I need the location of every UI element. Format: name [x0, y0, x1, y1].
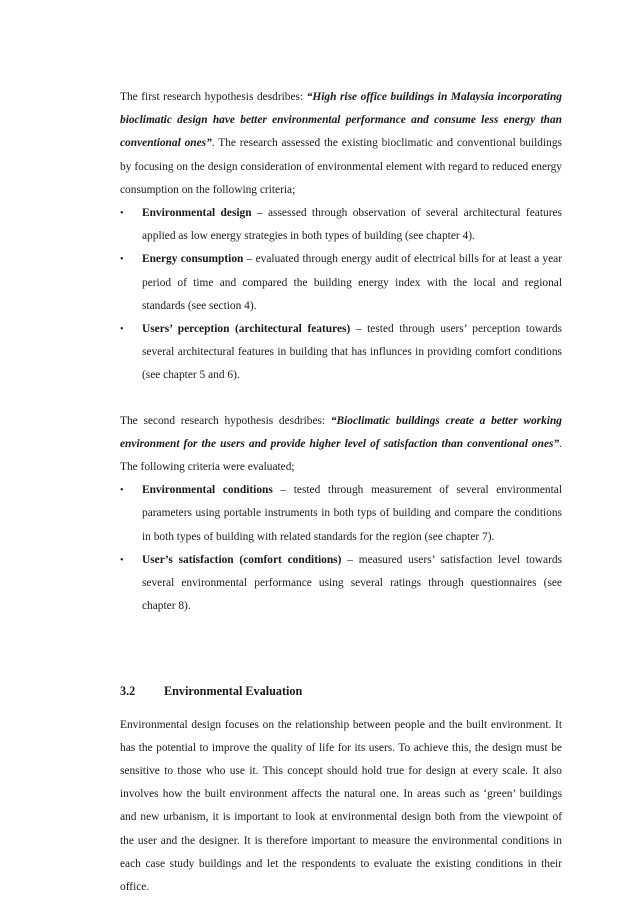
hypothesis-2-rest: . The following criteria were evaluated;	[120, 437, 562, 474]
criterion-title: Environmental design	[142, 207, 252, 220]
spacer	[120, 618, 562, 680]
section-number: 3.2	[120, 684, 136, 699]
criterion-text: – evaluated through energy audit of electrical bills for at least a year period of time and compared the building energy index with the local and regional standards (see section 4).	[142, 253, 562, 312]
section-body: Environmental design focuses on the relationship between people and the built environment. It has the potential to improve the quality of life for its users. To achieve this, the design must be sensitive to those who use it. This concept should hold true for design at every scale. It also involves how the built environment affects the natural one. In areas such as ‘green’ buildings and new urbanism, it is important to look at environmental design both from the viewpoint of the user and the designer. It is therefore important to measure the environmental conditions in each case study buildings and let the respondents to evaluate the existing conditions in their office.	[120, 718, 562, 894]
bullet-icon: •	[120, 485, 124, 497]
criterion-title: Environmental conditions	[142, 484, 273, 497]
list-item	[120, 318, 562, 388]
hypothesis-1-paragraph	[120, 86, 562, 202]
list-item	[120, 202, 562, 248]
hypothesis-2-quote: “Bioclimatic buildings create a better working environment for the users and provide higher level of satisfaction than conventional ones”	[120, 414, 562, 450]
hypothesis-2-criteria-list	[120, 479, 562, 618]
hypothesis-1-quote: “High rise office buildings in Malaysia incorporating bioclimatic design have better environmental performance and consume less energy than conventional ones”	[120, 91, 562, 150]
section-title: Environmental Evaluation	[164, 684, 303, 699]
criterion-text: – measured users’ satisfaction level towards several environmental performance using several ratings through questionnaires (see chapter 8).	[142, 553, 563, 613]
hypothesis-2-intro: The second research hypothesis desdribes:	[120, 414, 331, 427]
hypothesis-1-intro: The first research hypothesis desdribes:	[120, 91, 307, 103]
bullet-icon: •	[120, 208, 124, 220]
criterion-title: User’s satisfaction (comfort conditions)	[142, 553, 342, 566]
criterion-text: – assessed through observation of several architectural features applied as low energy strategies in both types of building (see chapter 4).	[142, 207, 562, 243]
criterion-title: Energy consumption	[142, 253, 244, 266]
criterion-text: – tested through measurement of several environmental parameters using portable instruments in both typs of building and compare the conditions in both types of building with related standards for the region (see chapter 7).	[142, 484, 563, 543]
bullet-icon: •	[120, 324, 124, 336]
bullet-icon: •	[120, 554, 124, 566]
list-item	[120, 479, 562, 549]
section-heading	[120, 680, 562, 703]
hypothesis-2-paragraph	[120, 410, 562, 480]
criterion-title: Users’ perception (architectural features)	[142, 323, 351, 336]
hypothesis-1-criteria-list	[120, 202, 562, 388]
list-item	[120, 549, 562, 619]
hypothesis-1-rest: . The research assessed the existing bioclimatic and conventional buildings by focusing on the design consideration of environmental element with regard to reduced energy consumption on the following criteria;	[120, 137, 562, 196]
bullet-icon: •	[120, 254, 124, 266]
criterion-text: – tested through users’ perception towards several architectural features in building that has influnces in providing comfort conditions (see chapter 5 and 6).	[142, 323, 562, 382]
spacer	[120, 388, 562, 410]
list-item	[120, 248, 562, 318]
page-content	[120, 86, 562, 899]
